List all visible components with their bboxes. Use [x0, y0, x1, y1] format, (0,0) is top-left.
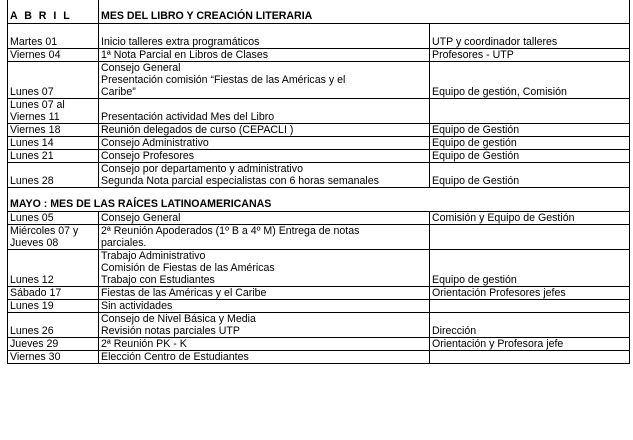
responsible-cell: Equipo de Gestión — [430, 163, 630, 188]
date-cell — [8, 24, 99, 49]
activity-cell — [99, 24, 430, 49]
date-cell — [8, 150, 99, 163]
date-text: Lunes 12 — [10, 274, 54, 286]
activity-cell — [99, 250, 430, 287]
table-row — [8, 49, 630, 62]
table-row — [8, 300, 630, 313]
activity-cell — [99, 49, 430, 62]
date-text: Miércoles 07 y — [10, 225, 79, 237]
activity-cell — [99, 313, 430, 338]
activity-text: Elección Centro de Estudiantes — [101, 351, 249, 363]
date-text: Lunes 14 — [10, 137, 54, 149]
activity-text: Segunda Nota parcial especialistas con 6 horas semanales — [101, 175, 379, 187]
date-text: Lunes 19 — [10, 300, 54, 312]
date-cell — [8, 250, 99, 287]
date-text: Lunes 26 — [10, 325, 54, 337]
activity-cell — [99, 99, 430, 124]
activity-cell — [99, 338, 430, 351]
activity-text: Consejo Administrativo — [101, 137, 209, 149]
activity-cell — [99, 124, 430, 137]
activity-text: parciales. — [101, 237, 147, 249]
date-cell — [8, 124, 99, 137]
date-text: Viernes 30 — [10, 351, 61, 363]
table-row — [8, 99, 630, 124]
responsible-cell: UTP y coordinador talleres — [430, 24, 630, 49]
may-section — [8, 188, 630, 364]
april-header-row — [8, 0, 630, 24]
activity-cell — [99, 137, 430, 150]
date-cell — [8, 212, 99, 225]
responsible-cell: Dirección — [430, 313, 630, 338]
table-row — [8, 351, 630, 364]
date-cell — [8, 225, 99, 250]
activity-text: 1ª Nota Parcial en Libros de Clases — [101, 49, 269, 61]
responsible-cell — [430, 351, 630, 364]
activity-cell — [99, 287, 430, 300]
responsible-cell: Equipo de gestión, Comisión — [430, 62, 630, 99]
responsible-cell: Comisión y Equipo de Gestión — [430, 212, 630, 225]
activity-text: Comisión de Fiestas de las Américas — [101, 262, 275, 274]
responsible-cell — [430, 225, 630, 250]
table-row — [8, 212, 630, 225]
table-row — [8, 250, 630, 287]
date-text: Viernes 18 — [10, 124, 61, 136]
activity-text: Consejo General — [101, 212, 181, 224]
activity-cell — [99, 212, 430, 225]
responsible-cell: Equipo de Gestión — [430, 124, 630, 137]
table-row — [8, 150, 630, 163]
april-title: MES DEL LIBRO Y CREACIÓN LITERARIA — [99, 0, 630, 24]
responsible-cell: Equipo de gestión — [430, 137, 630, 150]
activity-cell — [99, 351, 430, 364]
activity-text: Consejo por departamento y administrativo — [101, 163, 303, 175]
date-cell — [8, 287, 99, 300]
date-cell — [8, 351, 99, 364]
calendar-sheet — [7, 0, 629, 364]
activity-text: Sin actividades — [101, 300, 173, 312]
table-row — [8, 24, 630, 49]
table-row — [8, 225, 630, 250]
date-text: Viernes 04 — [10, 49, 61, 61]
responsible-cell: Profesores - UTP — [430, 49, 630, 62]
activity-text: Consejo General — [101, 62, 181, 74]
may-title: MAYO : MES DE LAS RAÍCES LATINOAMERICANAS — [8, 188, 630, 212]
date-cell — [8, 313, 99, 338]
activity-text: Reunión delegados de curso (CEPACLI ) — [101, 124, 294, 136]
table-row — [8, 313, 630, 338]
table-row — [8, 137, 630, 150]
activity-text: Consejo Profesores — [101, 150, 195, 162]
activity-text: Consejo de Nivel Básica y Media — [101, 313, 256, 325]
date-cell — [8, 163, 99, 188]
date-text: Lunes 07 al — [10, 99, 65, 111]
may-header-row — [8, 188, 630, 212]
activity-text: Presentación actividad Mes del Libro — [101, 111, 275, 123]
activity-text: Presentación comisión “Fiestas de las Américas y el — [101, 74, 346, 86]
activity-cell — [99, 163, 430, 188]
april-month-label: A B R I L — [8, 0, 99, 24]
activity-text: 2ª Reunión PK - K — [101, 338, 187, 350]
date-text: Jueves 08 — [10, 237, 59, 249]
date-text: Lunes 21 — [10, 150, 54, 162]
responsible-cell: Equipo de Gestión — [430, 150, 630, 163]
activity-cell — [99, 150, 430, 163]
activity-text: Trabajo Administrativo — [101, 250, 206, 262]
activity-text: 2ª Reunión Apoderados (1º B a 4º M) Entrega de notas — [101, 225, 360, 237]
date-text: Sábado 17 — [10, 287, 62, 299]
date-text: Viernes 11 — [10, 111, 60, 123]
table-row — [8, 287, 630, 300]
date-text: Lunes 07 — [10, 86, 54, 98]
responsible-cell — [430, 99, 630, 124]
responsible-cell — [430, 300, 630, 313]
responsible-cell: Orientación Profesores jefes — [430, 287, 630, 300]
table-row — [8, 62, 630, 99]
date-text: Martes 01 — [10, 36, 58, 48]
activity-cell — [99, 225, 430, 250]
date-cell — [8, 137, 99, 150]
activity-text: Revisión notas parciales UTP — [101, 325, 240, 337]
april-section — [8, 0, 630, 188]
activity-cell — [99, 300, 430, 313]
date-text: Jueves 29 — [10, 338, 59, 350]
date-cell — [8, 300, 99, 313]
table-row — [8, 338, 630, 351]
table-row — [8, 163, 630, 188]
calendar-table — [7, 0, 630, 364]
date-cell — [8, 338, 99, 351]
responsible-cell: Orientación y Profesora jefe — [430, 338, 630, 351]
activity-cell — [99, 62, 430, 99]
date-text: Lunes 05 — [10, 212, 54, 224]
responsible-cell: Equipo de gestión — [430, 250, 630, 287]
date-cell — [8, 49, 99, 62]
date-text: Lunes 28 — [10, 175, 54, 187]
date-cell — [8, 62, 99, 99]
date-cell — [8, 99, 99, 124]
table-row — [8, 124, 630, 137]
activity-text: Fiestas de las Américas y el Caribe — [101, 287, 267, 299]
activity-text: Inicio talleres extra programáticos — [101, 36, 260, 48]
activity-text: Trabajo con Estudiantes — [101, 274, 215, 286]
activity-text: Caribe” — [101, 86, 136, 98]
